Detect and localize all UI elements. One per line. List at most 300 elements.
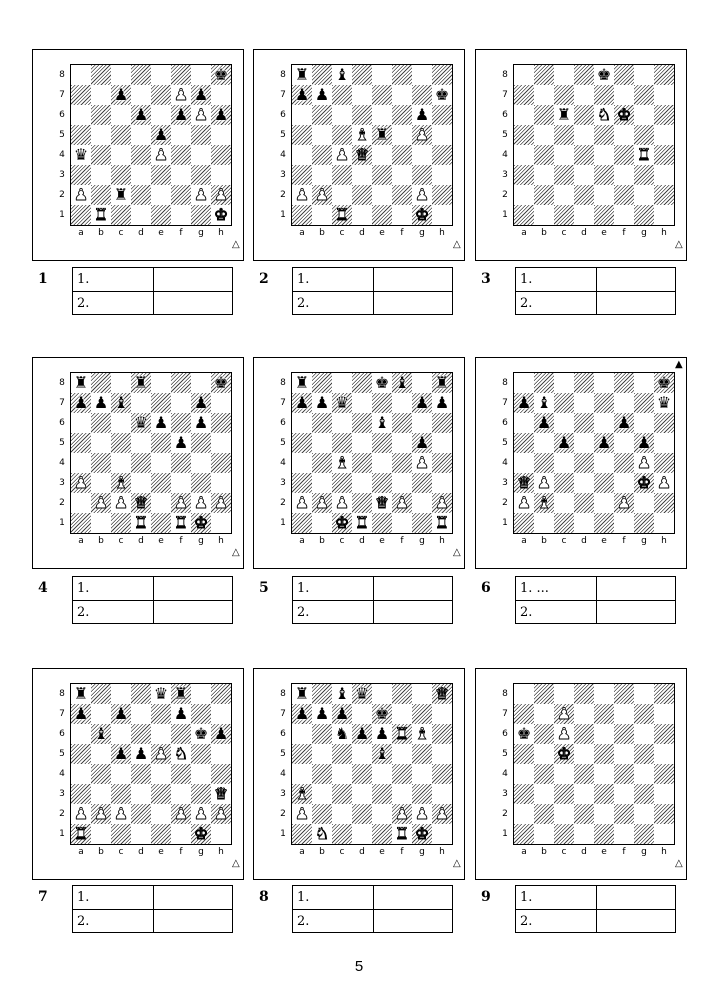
- square-e3: [372, 165, 392, 185]
- square-d3: [574, 165, 594, 185]
- square-c8: [111, 65, 131, 85]
- square-h3: [211, 473, 231, 493]
- square-c4: [554, 145, 574, 165]
- rank-label: 3: [502, 170, 508, 180]
- black-pawn-icon: ♟: [536, 413, 552, 432]
- square-b8: [91, 65, 111, 85]
- black-rook-icon: ♜: [173, 684, 189, 703]
- white-knight-icon: ♞: [314, 824, 330, 843]
- square-b2: [91, 185, 111, 205]
- square-e3: [151, 165, 171, 185]
- square-h8: [654, 65, 674, 85]
- square-b8: [534, 373, 554, 393]
- square-a3: [71, 165, 91, 185]
- black-bishop-icon: ♝: [394, 373, 410, 392]
- square-e1: [594, 513, 614, 533]
- square-b8: [91, 373, 111, 393]
- rank-label: 4: [59, 769, 65, 779]
- file-label: d: [581, 847, 587, 857]
- white-king-icon: ♚: [414, 824, 430, 843]
- square-d8: [574, 684, 594, 704]
- black-pawn-icon: ♟: [334, 704, 350, 723]
- square-f4: [614, 453, 634, 473]
- file-label: b: [541, 228, 547, 238]
- square-f8: [171, 373, 191, 393]
- square-g8: [634, 373, 654, 393]
- square-b4: [91, 145, 111, 165]
- puzzle-number: 4: [38, 580, 48, 596]
- square-g3: [191, 473, 211, 493]
- square-c5: [111, 125, 131, 145]
- rank-label: 1: [502, 210, 508, 220]
- square-e2: [151, 185, 171, 205]
- answer-box[interactable]: [515, 267, 676, 315]
- white-pawn-icon: ♟: [414, 453, 430, 472]
- square-h7: [432, 704, 452, 724]
- square-b3: [91, 165, 111, 185]
- square-c8: [554, 373, 574, 393]
- square-e3: [594, 784, 614, 804]
- square-g8: [634, 684, 654, 704]
- square-b8: [534, 684, 554, 704]
- white-bishop-icon: ♝: [414, 724, 430, 743]
- square-f7: [614, 704, 634, 724]
- file-label: c: [339, 228, 345, 238]
- white-king-icon: ♚: [334, 513, 350, 532]
- answer-move-1: 1. ...: [520, 581, 549, 596]
- square-b7: [534, 704, 554, 724]
- square-a1: [514, 513, 534, 533]
- white-pawn-icon: ♟: [294, 493, 310, 512]
- file-label: g: [419, 536, 425, 546]
- square-c4: [554, 764, 574, 784]
- puzzle-number: 5: [259, 580, 269, 596]
- square-g5: [634, 744, 654, 764]
- black-king-icon: ♚: [596, 65, 612, 84]
- square-f5: [171, 125, 191, 145]
- square-d5: [574, 744, 594, 764]
- square-h6: [211, 413, 231, 433]
- square-b3: [91, 784, 111, 804]
- black-pawn-icon: ♟: [414, 105, 430, 124]
- square-d2: [131, 804, 151, 824]
- rank-label: 7: [280, 90, 286, 100]
- square-f8: [171, 65, 191, 85]
- square-h3: [654, 784, 674, 804]
- square-g5: [191, 433, 211, 453]
- square-e5: [594, 125, 614, 145]
- square-h1: [654, 205, 674, 225]
- square-d7: [352, 85, 372, 105]
- square-d5: [574, 433, 594, 453]
- white-pawn-icon: ♟: [434, 493, 450, 512]
- square-d5: [574, 125, 594, 145]
- square-e8: [151, 65, 171, 85]
- file-label: b: [319, 228, 325, 238]
- rank-label: 2: [280, 190, 286, 200]
- white-pawn-icon: ♟: [73, 185, 89, 204]
- rank-label: 1: [280, 518, 286, 528]
- square-c5: [554, 125, 574, 145]
- file-label: b: [319, 847, 325, 857]
- square-b8: [312, 684, 332, 704]
- square-f3: [171, 473, 191, 493]
- square-h5: [432, 433, 452, 453]
- square-f7: [392, 85, 412, 105]
- rank-label: 3: [59, 478, 65, 488]
- square-b6: [534, 105, 554, 125]
- chessboard: [70, 64, 232, 226]
- square-a7: [514, 704, 534, 724]
- file-label: f: [622, 228, 626, 238]
- square-g8: [191, 684, 211, 704]
- file-label: d: [359, 847, 365, 857]
- square-g3: [634, 784, 654, 804]
- square-a6: [292, 105, 312, 125]
- black-rook-icon: ♜: [294, 65, 310, 84]
- white-pawn-icon: ♟: [73, 804, 89, 823]
- answer-box[interactable]: [72, 267, 233, 315]
- square-h4: [432, 145, 452, 165]
- rank-label: 5: [502, 130, 508, 140]
- rank-label: 7: [502, 709, 508, 719]
- rank-label: 7: [59, 709, 65, 719]
- black-queen-icon: ♛: [73, 145, 89, 164]
- square-d4: [131, 764, 151, 784]
- rank-label: 7: [59, 398, 65, 408]
- rank-label: 3: [59, 170, 65, 180]
- answer-box[interactable]: [72, 576, 233, 624]
- white-pawn-icon: ♟: [556, 724, 572, 743]
- file-label: e: [601, 536, 607, 546]
- square-a3: [71, 784, 91, 804]
- answer-move-1: 1.: [520, 272, 533, 287]
- square-f7: [171, 393, 191, 413]
- answer-box[interactable]: [72, 885, 233, 933]
- rank-label: 5: [502, 749, 508, 759]
- square-d4: [574, 764, 594, 784]
- answer-move-1: 1.: [520, 890, 533, 905]
- square-h5: [654, 433, 674, 453]
- rank-label: 7: [280, 398, 286, 408]
- white-pawn-icon: ♟: [536, 473, 552, 492]
- diagram-7: [32, 668, 244, 880]
- answer-box[interactable]: [292, 885, 453, 933]
- white-rook-icon: ♜: [334, 205, 350, 224]
- rank-label: 2: [502, 498, 508, 508]
- square-d7: [574, 704, 594, 724]
- black-queen-icon: ♛: [334, 393, 350, 412]
- diagram-8: [253, 668, 465, 880]
- rank-label: 7: [59, 90, 65, 100]
- answer-move-1: 1.: [77, 890, 90, 905]
- square-e8: [372, 684, 392, 704]
- rank-label: 8: [502, 689, 508, 699]
- white-pawn-icon: ♟: [656, 473, 672, 492]
- black-rook-icon: ♜: [434, 373, 450, 392]
- white-rook-icon: ♜: [354, 513, 370, 532]
- square-e8: [594, 373, 614, 393]
- square-b3: [312, 165, 332, 185]
- white-rook-icon: ♜: [73, 824, 89, 843]
- square-g7: [412, 704, 432, 724]
- square-b5: [91, 433, 111, 453]
- black-queen-icon: ♛: [656, 393, 672, 412]
- square-e1: [151, 205, 171, 225]
- square-h5: [432, 744, 452, 764]
- file-label: c: [118, 228, 124, 238]
- square-h6: [432, 413, 452, 433]
- square-e5: [372, 433, 392, 453]
- white-king-icon: ♚: [213, 205, 229, 224]
- file-label: d: [138, 847, 144, 857]
- square-b4: [312, 764, 332, 784]
- rank-label: 4: [502, 458, 508, 468]
- square-g1: [634, 824, 654, 844]
- square-b7: [91, 85, 111, 105]
- square-f1: [392, 513, 412, 533]
- square-c5: [332, 433, 352, 453]
- square-e3: [594, 473, 614, 493]
- square-e2: [372, 185, 392, 205]
- answer-box[interactable]: [515, 885, 676, 933]
- square-c7: [554, 85, 574, 105]
- file-label: a: [78, 228, 84, 238]
- file-label: g: [198, 847, 204, 857]
- file-label: c: [561, 847, 567, 857]
- square-f1: [171, 824, 191, 844]
- white-pawn-icon: ♟: [294, 804, 310, 823]
- square-h1: [654, 513, 674, 533]
- rank-label: 6: [280, 418, 286, 428]
- square-c5: [332, 744, 352, 764]
- white-bishop-icon: ♝: [536, 493, 552, 512]
- square-b4: [534, 453, 554, 473]
- square-b2: [534, 185, 554, 205]
- square-a4: [292, 145, 312, 165]
- rank-label: 2: [280, 809, 286, 819]
- white-queen-icon: ♛: [213, 784, 229, 803]
- square-b5: [534, 433, 554, 453]
- square-f3: [171, 784, 191, 804]
- square-d4: [352, 453, 372, 473]
- answer-move-2: 2.: [520, 605, 533, 620]
- white-rook-icon: ♜: [394, 724, 410, 743]
- square-h3: [211, 165, 231, 185]
- square-h3: [432, 784, 452, 804]
- square-e1: [372, 824, 392, 844]
- square-d7: [131, 85, 151, 105]
- square-b3: [312, 473, 332, 493]
- file-label: h: [661, 536, 667, 546]
- square-f7: [392, 704, 412, 724]
- black-queen-icon: ♛: [153, 684, 169, 703]
- square-f4: [171, 453, 191, 473]
- square-a4: [71, 453, 91, 473]
- square-c1: [111, 824, 131, 844]
- square-e7: [594, 85, 614, 105]
- square-f1: [392, 205, 412, 225]
- file-label: d: [581, 536, 587, 546]
- square-f8: [614, 65, 634, 85]
- white-pawn-icon: ♟: [93, 804, 109, 823]
- square-d6: [352, 105, 372, 125]
- square-f3: [171, 165, 191, 185]
- square-d4: [352, 764, 372, 784]
- black-rook-icon: ♜: [374, 125, 390, 144]
- answer-box[interactable]: [292, 267, 453, 315]
- square-e4: [372, 764, 392, 784]
- square-h5: [211, 125, 231, 145]
- black-bishop-icon: ♝: [374, 413, 390, 432]
- square-b7: [91, 704, 111, 724]
- answer-move-1: 1.: [77, 581, 90, 596]
- rank-label: 8: [280, 70, 286, 80]
- file-label: h: [439, 228, 445, 238]
- puzzle-number: 8: [259, 889, 269, 905]
- square-a4: [292, 453, 312, 473]
- square-a3: [292, 165, 312, 185]
- square-f6: [614, 724, 634, 744]
- answer-move-2: 2.: [77, 605, 90, 620]
- square-e1: [372, 205, 392, 225]
- square-e5: [594, 744, 614, 764]
- square-a4: [514, 145, 534, 165]
- square-e7: [594, 704, 614, 724]
- square-a8: [514, 373, 534, 393]
- square-d1: [131, 205, 151, 225]
- square-e4: [372, 145, 392, 165]
- black-pawn-icon: ♟: [516, 393, 532, 412]
- square-f7: [614, 85, 634, 105]
- square-f3: [392, 784, 412, 804]
- file-label: b: [98, 847, 104, 857]
- square-d3: [574, 473, 594, 493]
- black-pawn-icon: ♟: [434, 393, 450, 412]
- square-f5: [614, 744, 634, 764]
- square-c6: [111, 105, 131, 125]
- square-d8: [131, 684, 151, 704]
- square-g8: [412, 684, 432, 704]
- square-h4: [432, 764, 452, 784]
- square-a5: [514, 744, 534, 764]
- square-a5: [514, 125, 534, 145]
- square-d3: [131, 473, 151, 493]
- white-to-move-icon: △: [232, 547, 240, 558]
- square-d3: [131, 784, 151, 804]
- rank-label: 4: [59, 458, 65, 468]
- square-b8: [312, 65, 332, 85]
- square-g2: [412, 493, 432, 513]
- square-b2: [312, 804, 332, 824]
- black-king-icon: ♚: [516, 724, 532, 743]
- black-to-move-icon: ▲: [675, 359, 683, 370]
- square-d5: [131, 125, 151, 145]
- square-h2: [654, 185, 674, 205]
- file-label: f: [622, 536, 626, 546]
- file-label: e: [379, 228, 385, 238]
- square-b5: [91, 125, 111, 145]
- answer-box[interactable]: [515, 576, 676, 624]
- file-label: h: [218, 847, 224, 857]
- white-pawn-icon: ♟: [294, 185, 310, 204]
- white-pawn-icon: ♟: [153, 744, 169, 763]
- square-b5: [534, 125, 554, 145]
- square-e1: [594, 824, 614, 844]
- rank-label: 7: [280, 709, 286, 719]
- square-h4: [654, 764, 674, 784]
- black-pawn-icon: ♟: [213, 105, 229, 124]
- rank-label: 4: [280, 150, 286, 160]
- square-e6: [594, 724, 614, 744]
- black-queen-icon: ♛: [133, 413, 149, 432]
- rank-label: 6: [502, 729, 508, 739]
- square-c2: [332, 185, 352, 205]
- square-c6: [332, 105, 352, 125]
- white-pawn-icon: ♟: [414, 804, 430, 823]
- file-label: c: [339, 536, 345, 546]
- white-to-move-icon: △: [675, 239, 683, 250]
- square-b8: [91, 684, 111, 704]
- square-c8: [111, 684, 131, 704]
- white-king-icon: ♚: [556, 744, 572, 763]
- square-f4: [171, 764, 191, 784]
- square-e8: [151, 373, 171, 393]
- square-a5: [292, 433, 312, 453]
- square-f4: [614, 764, 634, 784]
- square-a5: [292, 744, 312, 764]
- square-c1: [554, 824, 574, 844]
- square-b4: [91, 453, 111, 473]
- square-e3: [372, 473, 392, 493]
- white-pawn-icon: ♟: [636, 453, 652, 472]
- square-g7: [191, 704, 211, 724]
- square-f3: [392, 165, 412, 185]
- white-king-icon: ♚: [636, 473, 652, 492]
- black-pawn-icon: ♟: [133, 744, 149, 763]
- chessboard: [513, 64, 675, 226]
- square-g3: [412, 473, 432, 493]
- square-g2: [634, 804, 654, 824]
- rank-label: 7: [502, 90, 508, 100]
- answer-box[interactable]: [292, 576, 453, 624]
- rank-label: 5: [59, 749, 65, 759]
- white-pawn-icon: ♟: [173, 804, 189, 823]
- file-label: f: [179, 228, 183, 238]
- square-d5: [352, 744, 372, 764]
- white-to-move-icon: △: [453, 239, 461, 250]
- square-c4: [332, 764, 352, 784]
- square-h8: [432, 65, 452, 85]
- square-h7: [211, 704, 231, 724]
- square-h8: [654, 684, 674, 704]
- square-g8: [191, 373, 211, 393]
- square-b6: [534, 724, 554, 744]
- black-pawn-icon: ♟: [113, 85, 129, 104]
- square-g6: [634, 724, 654, 744]
- square-b7: [534, 85, 554, 105]
- square-e2: [594, 185, 614, 205]
- rank-label: 5: [59, 130, 65, 140]
- file-label: c: [118, 847, 124, 857]
- file-label: f: [400, 228, 404, 238]
- square-f3: [614, 784, 634, 804]
- square-f2: [614, 185, 634, 205]
- square-g7: [634, 393, 654, 413]
- square-d6: [574, 105, 594, 125]
- black-pawn-icon: ♟: [616, 413, 632, 432]
- square-f8: [392, 684, 412, 704]
